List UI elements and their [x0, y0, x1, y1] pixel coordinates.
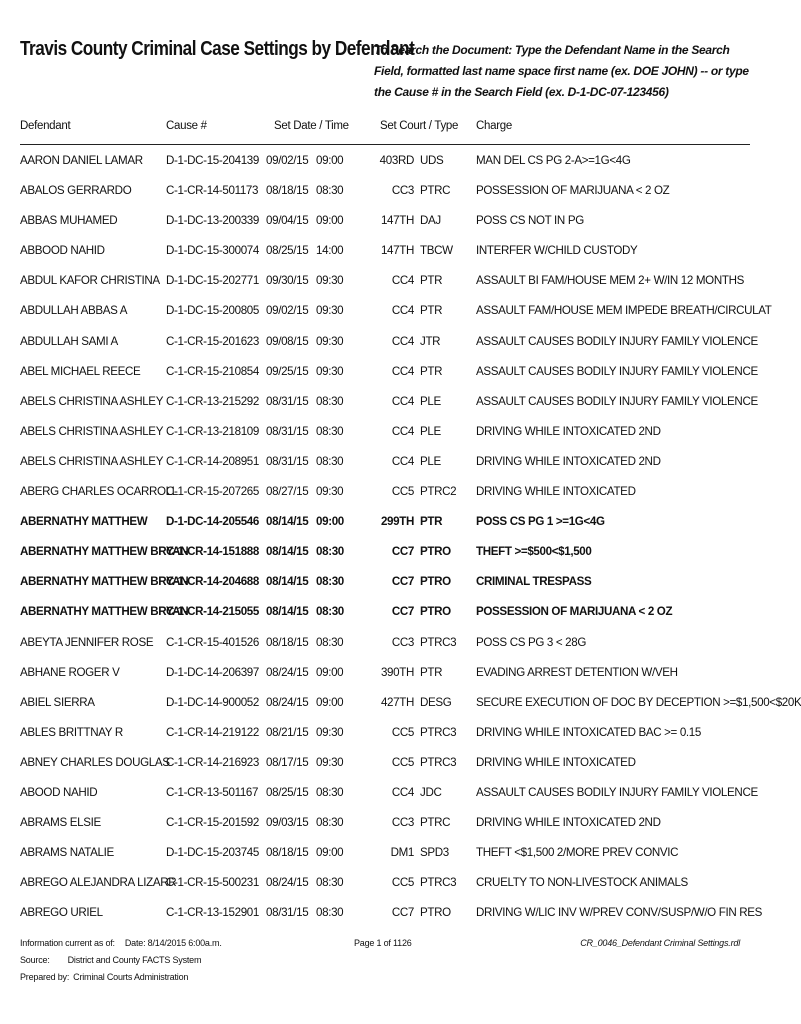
- setting-type-cell: PTRC3: [420, 725, 457, 739]
- set-date-cell: 08/31/15: [266, 906, 309, 920]
- defendant-cell: ABBOOD NAHID: [20, 244, 105, 258]
- table-row: [0, 541, 770, 571]
- charge-cell: POSSESSION OF MARIJUANA < 2 OZ: [476, 605, 673, 619]
- set-date-cell: 08/24/15: [266, 695, 309, 709]
- setting-type-cell: PTRC3: [420, 635, 457, 649]
- defendant-cell: ABBAS MUHAMED: [20, 214, 118, 228]
- set-time-cell: 09:30: [316, 485, 344, 499]
- defendant-cell: ABERNATHY MATTHEW: [20, 515, 148, 529]
- setting-type-cell: PLE: [420, 424, 441, 438]
- set-court-cell: CC4: [391, 274, 414, 288]
- setting-type-cell: PTRO: [420, 605, 451, 619]
- set-time-cell: 08:30: [316, 394, 344, 408]
- set-date-cell: 09/03/15: [266, 816, 309, 830]
- cause-number-cell: C-1-CR-14-204688: [166, 575, 259, 589]
- set-time-cell: 09:30: [316, 364, 344, 378]
- footer-source-label: Source:: [20, 955, 50, 965]
- set-time-cell: 08:30: [316, 184, 344, 198]
- cause-number-cell: D-1-DC-14-205546: [166, 515, 259, 529]
- table-row: [0, 361, 770, 391]
- set-time-cell: 09:00: [316, 846, 344, 860]
- set-time-cell: 08:30: [316, 635, 344, 649]
- setting-type-cell: PTRO: [420, 906, 451, 920]
- cause-number-cell: C-1-CR-14-216923: [166, 755, 259, 769]
- set-time-cell: 08:30: [316, 816, 344, 830]
- cause-number-cell: D-1-DC-15-300074: [166, 244, 259, 258]
- set-time-cell: 09:30: [316, 334, 344, 348]
- cause-number-cell: C-1-CR-15-500231: [166, 876, 259, 890]
- set-court-cell: CC4: [391, 304, 414, 318]
- charge-cell: POSSESSION OF MARIJUANA < 2 OZ: [476, 184, 670, 198]
- set-date-cell: 08/14/15: [266, 545, 309, 559]
- footer-prepared-value: Criminal Courts Administration: [73, 972, 189, 982]
- set-date-cell: 09/30/15: [266, 274, 309, 288]
- charge-cell: THEFT >=$500<$1,500: [476, 545, 592, 559]
- table-row: [0, 331, 770, 361]
- set-time-cell: 08:30: [316, 785, 344, 799]
- charge-cell: ASSAULT CAUSES BODILY INJURY FAMILY VIOLENCE: [476, 785, 758, 799]
- set-date-cell: 09/02/15: [266, 154, 309, 167]
- footer-prepared: [20, 972, 188, 982]
- table-row: [0, 662, 770, 692]
- table-row: [0, 902, 770, 932]
- set-court-cell: 147TH: [380, 214, 414, 228]
- table-row: [0, 481, 770, 511]
- set-court-cell: CC3: [391, 635, 414, 649]
- set-court-cell: 147TH: [380, 244, 414, 258]
- set-date-cell: 08/27/15: [266, 485, 309, 499]
- defendant-cell: ABELS CHRISTINA ASHLEY: [20, 454, 164, 468]
- set-date-cell: 08/17/15: [266, 755, 309, 769]
- setting-type-cell: PTRC3: [420, 755, 457, 769]
- set-court-cell: CC5: [391, 485, 414, 499]
- charge-cell: ASSAULT CAUSES BODILY INJURY FAMILY VIOLENCE: [476, 394, 758, 408]
- defendant-cell: ABELS CHRISTINA ASHLEY: [20, 424, 164, 438]
- table-row: [0, 842, 770, 872]
- table-row: [0, 722, 770, 752]
- charge-cell: MAN DEL CS PG 2-A>=1G<4G: [476, 154, 631, 167]
- column-header-cause: Cause #: [166, 120, 207, 132]
- cause-number-cell: C-1-CR-14-215055: [166, 605, 259, 619]
- set-date-cell: 09/25/15: [266, 364, 309, 378]
- charge-cell: THEFT <$1,500 2/MORE PREV CONVIC: [476, 846, 679, 860]
- footer-prepared-label: Prepared by:: [20, 972, 70, 982]
- setting-type-cell: PTR: [420, 665, 443, 679]
- table-row: [0, 150, 770, 180]
- setting-type-cell: PLE: [420, 394, 441, 408]
- column-header-defendant: Defendant: [20, 120, 71, 132]
- defendant-cell: ABEYTA JENNIFER ROSE: [20, 635, 154, 649]
- set-court-cell: CC7: [391, 575, 414, 589]
- charge-cell: ASSAULT FAM/HOUSE MEM IMPEDE BREATH/CIRCULAT: [476, 304, 772, 318]
- header-divider: [20, 144, 750, 145]
- defendant-cell: ABDULLAH SAMI A: [20, 334, 118, 348]
- defendant-cell: ABREGO ALEJANDRA LIZARR: [20, 876, 177, 890]
- cause-number-cell: C-1-CR-15-210854: [166, 364, 259, 378]
- table-row: [0, 240, 770, 270]
- defendant-cell: AARON DANIEL LAMAR: [20, 154, 143, 167]
- cause-number-cell: C-1-CR-14-219122: [166, 725, 259, 739]
- set-date-cell: 08/24/15: [266, 876, 309, 890]
- search-instructions: To Search the Document: Type the Defendant Name in the Search Field, formatted last name space first name (ex. DOE JOHN) -- or type the Cause # in the Search Field (ex. D-1-DC-07-123456): [374, 43, 749, 99]
- table-row: [0, 752, 770, 782]
- set-time-cell: 08:30: [316, 605, 344, 619]
- cause-number-cell: C-1-CR-15-201623: [166, 334, 259, 348]
- set-time-cell: 08:30: [316, 545, 344, 559]
- defendant-cell: ABDULLAH ABBAS A: [20, 304, 128, 318]
- set-time-cell: 09:30: [316, 725, 344, 739]
- page-number: Page 1 of 1126: [354, 938, 412, 948]
- set-time-cell: 08:30: [316, 876, 344, 890]
- set-court-cell: CC7: [391, 906, 414, 920]
- defendant-cell: ABERNATHY MATTHEW BRYAN: [20, 575, 189, 589]
- cause-number-cell: D-1-DC-14-900052: [166, 695, 259, 709]
- defendant-cell: ABRAMS ELSIE: [20, 816, 101, 830]
- footer-info: [20, 938, 222, 948]
- set-time-cell: 09:00: [316, 515, 344, 529]
- cause-number-cell: D-1-DC-15-203745: [166, 846, 259, 860]
- charge-cell: DRIVING W/LIC INV W/PREV CONV/SUSP/W/O FIN RES: [476, 906, 763, 920]
- footer-info-label: Information current as of:: [20, 938, 115, 948]
- cause-number-cell: C-1-CR-14-208951: [166, 454, 259, 468]
- set-date-cell: 08/18/15: [266, 184, 309, 198]
- set-time-cell: 14:00: [316, 244, 344, 258]
- set-time-cell: 08:30: [316, 424, 344, 438]
- set-date-cell: 09/02/15: [266, 304, 309, 318]
- setting-type-cell: PTRO: [420, 545, 451, 559]
- table-row: [0, 872, 770, 902]
- defendant-cell: ABALOS GERRARDO: [20, 184, 132, 198]
- settings-table-body: [0, 150, 801, 932]
- defendant-cell: ABERNATHY MATTHEW BRYAN: [20, 605, 189, 619]
- set-date-cell: 08/18/15: [266, 846, 309, 860]
- table-row: [0, 632, 770, 662]
- table-row: [0, 782, 770, 812]
- defendant-cell: ABRAMS NATALIE: [20, 846, 114, 860]
- defendant-cell: ABIEL SIERRA: [20, 695, 95, 709]
- defendant-cell: ABERNATHY MATTHEW BRYAN: [20, 545, 189, 559]
- cause-number-cell: D-1-DC-15-202771: [166, 274, 259, 288]
- setting-type-cell: JTR: [420, 334, 441, 348]
- cause-number-cell: D-1-DC-15-204139: [166, 154, 259, 167]
- setting-type-cell: PTR: [420, 515, 443, 529]
- set-court-cell: DM1: [390, 846, 414, 860]
- cause-number-cell: C-1-CR-15-207265: [166, 485, 259, 499]
- charge-cell: DRIVING WHILE INTOXICATED: [476, 755, 636, 769]
- set-court-cell: CC3: [391, 184, 414, 198]
- setting-type-cell: TBCW: [420, 244, 453, 258]
- charge-cell: ASSAULT CAUSES BODILY INJURY FAMILY VIOLENCE: [476, 334, 758, 348]
- charge-cell: DRIVING WHILE INTOXICATED 2ND: [476, 424, 661, 438]
- table-row: [0, 601, 770, 631]
- table-row: [0, 210, 770, 240]
- set-court-cell: 390TH: [380, 665, 414, 679]
- setting-type-cell: DAJ: [420, 214, 441, 228]
- footer-info-value: Date: 8/14/2015 6:00a.m.: [124, 938, 222, 948]
- cause-number-cell: C-1-CR-13-501167: [166, 785, 259, 799]
- charge-cell: POSS CS PG 1 >=1G<4G: [476, 515, 605, 529]
- set-date-cell: 08/24/15: [266, 665, 309, 679]
- charge-cell: DRIVING WHILE INTOXICATED: [476, 485, 636, 499]
- set-date-cell: 08/31/15: [266, 424, 309, 438]
- set-court-cell: 403RD: [379, 154, 414, 167]
- setting-type-cell: PTR: [420, 274, 443, 288]
- footer-source: [20, 955, 201, 965]
- set-court-cell: CC4: [391, 364, 414, 378]
- setting-type-cell: PLE: [420, 454, 441, 468]
- table-row: [0, 812, 770, 842]
- column-header-set-court-type: Set Court / Type: [380, 120, 459, 132]
- setting-type-cell: PTRC3: [420, 876, 457, 890]
- defendant-cell: ABERG CHARLES OCARROLL: [20, 485, 178, 499]
- charge-cell: DRIVING WHILE INTOXICATED BAC >= 0.15: [476, 725, 701, 739]
- setting-type-cell: JDC: [420, 785, 442, 799]
- set-court-cell: CC4: [391, 424, 414, 438]
- column-header-charge: Charge: [476, 120, 512, 132]
- set-date-cell: 09/08/15: [266, 334, 309, 348]
- cause-number-cell: C-1-CR-14-151888: [166, 545, 259, 559]
- set-court-cell: CC3: [391, 816, 414, 830]
- report-name: CR_0046_Defendant Criminal Settings.rdl: [580, 938, 740, 948]
- table-row: [0, 391, 770, 421]
- set-court-cell: 427TH: [380, 695, 414, 709]
- charge-cell: ASSAULT BI FAM/HOUSE MEM 2+ W/IN 12 MONTHS: [476, 274, 745, 288]
- defendant-cell: ABREGO URIEL: [20, 906, 103, 920]
- page-title: Travis County Criminal Case Settings by Defendant: [20, 38, 415, 60]
- set-date-cell: 08/14/15: [266, 605, 309, 619]
- set-date-cell: 08/14/15: [266, 515, 309, 529]
- set-court-cell: CC7: [391, 605, 414, 619]
- charge-cell: SECURE EXECUTION OF DOC BY DECEPTION >=$1,500<$20K: [476, 695, 801, 709]
- set-date-cell: 08/31/15: [266, 394, 309, 408]
- set-time-cell: 09:30: [316, 274, 344, 288]
- set-date-cell: 08/18/15: [266, 635, 309, 649]
- set-court-cell: CC4: [391, 454, 414, 468]
- charge-cell: EVADING ARREST DETENTION W/VEH: [476, 665, 678, 679]
- cause-number-cell: D-1-DC-14-206397: [166, 665, 259, 679]
- charge-cell: POSS CS NOT IN PG: [476, 214, 584, 228]
- setting-type-cell: PTRC: [420, 816, 451, 830]
- charge-cell: DRIVING WHILE INTOXICATED 2ND: [476, 816, 661, 830]
- set-date-cell: 08/25/15: [266, 244, 309, 258]
- set-court-cell: CC4: [391, 785, 414, 799]
- cause-number-cell: D-1-DC-13-200339: [166, 214, 259, 228]
- set-time-cell: 09:00: [316, 665, 344, 679]
- defendant-cell: ABNEY CHARLES DOUGLAS: [20, 755, 170, 769]
- footer-source-value: District and County FACTS System: [67, 955, 202, 965]
- setting-type-cell: PTR: [420, 364, 443, 378]
- set-time-cell: 08:30: [316, 454, 344, 468]
- set-court-cell: CC7: [391, 545, 414, 559]
- table-row: [0, 300, 770, 330]
- set-date-cell: 08/21/15: [266, 725, 309, 739]
- setting-type-cell: PTRO: [420, 575, 451, 589]
- defendant-cell: ABHANE ROGER V: [20, 665, 120, 679]
- set-time-cell: 09:00: [316, 695, 344, 709]
- setting-type-cell: UDS: [420, 154, 444, 167]
- cause-number-cell: C-1-CR-15-201592: [166, 816, 259, 830]
- defendant-cell: ABOOD NAHID: [20, 785, 98, 799]
- setting-type-cell: SPD3: [420, 846, 449, 860]
- defendant-cell: ABLES BRITTNAY R: [20, 725, 123, 739]
- column-header-set-date-time: Set Date / Time: [274, 120, 349, 132]
- charge-cell: INTERFER W/CHILD CUSTODY: [476, 244, 638, 258]
- set-court-cell: CC5: [391, 755, 414, 769]
- setting-type-cell: PTRC2: [420, 485, 457, 499]
- set-time-cell: 08:30: [316, 906, 344, 920]
- set-time-cell: 09:00: [316, 154, 344, 167]
- setting-type-cell: DESG: [420, 695, 452, 709]
- defendant-cell: ABDUL KAFOR CHRISTINA: [20, 274, 160, 288]
- cause-number-cell: C-1-CR-13-215292: [166, 394, 259, 408]
- set-date-cell: 08/14/15: [266, 575, 309, 589]
- cause-number-cell: D-1-DC-15-200805: [166, 304, 259, 318]
- setting-type-cell: PTR: [420, 304, 443, 318]
- charge-cell: CRUELTY TO NON-LIVESTOCK ANIMALS: [476, 876, 688, 890]
- table-row: [0, 692, 801, 722]
- set-date-cell: 08/31/15: [266, 454, 309, 468]
- table-row: [0, 421, 770, 451]
- charge-cell: ASSAULT CAUSES BODILY INJURY FAMILY VIOLENCE: [476, 364, 758, 378]
- cause-number-cell: C-1-CR-13-152901: [166, 906, 259, 920]
- set-court-cell: CC4: [391, 334, 414, 348]
- table-header: [0, 120, 770, 140]
- set-time-cell: 09:00: [316, 214, 344, 228]
- defendant-cell: ABELS CHRISTINA ASHLEY: [20, 394, 164, 408]
- set-court-cell: CC5: [391, 876, 414, 890]
- table-row: [0, 451, 770, 481]
- cause-number-cell: C-1-CR-15-401526: [166, 635, 259, 649]
- setting-type-cell: PTRC: [420, 184, 451, 198]
- table-row: [0, 180, 770, 210]
- set-time-cell: 08:30: [316, 575, 344, 589]
- cause-number-cell: C-1-CR-13-218109: [166, 424, 259, 438]
- set-time-cell: 09:30: [316, 304, 344, 318]
- table-row: [0, 270, 770, 300]
- charge-cell: POSS CS PG 3 < 28G: [476, 635, 587, 649]
- table-row: [0, 571, 770, 601]
- set-time-cell: 09:30: [316, 755, 344, 769]
- set-court-cell: 299TH: [380, 515, 414, 529]
- set-date-cell: 08/25/15: [266, 785, 309, 799]
- set-court-cell: CC4: [391, 394, 414, 408]
- set-date-cell: 09/04/15: [266, 214, 309, 228]
- charge-cell: CRIMINAL TRESPASS: [476, 575, 592, 589]
- cause-number-cell: C-1-CR-14-501173: [166, 184, 259, 198]
- set-court-cell: CC5: [391, 725, 414, 739]
- charge-cell: DRIVING WHILE INTOXICATED 2ND: [476, 454, 661, 468]
- table-row: [0, 511, 770, 541]
- defendant-cell: ABEL MICHAEL REECE: [20, 364, 141, 378]
